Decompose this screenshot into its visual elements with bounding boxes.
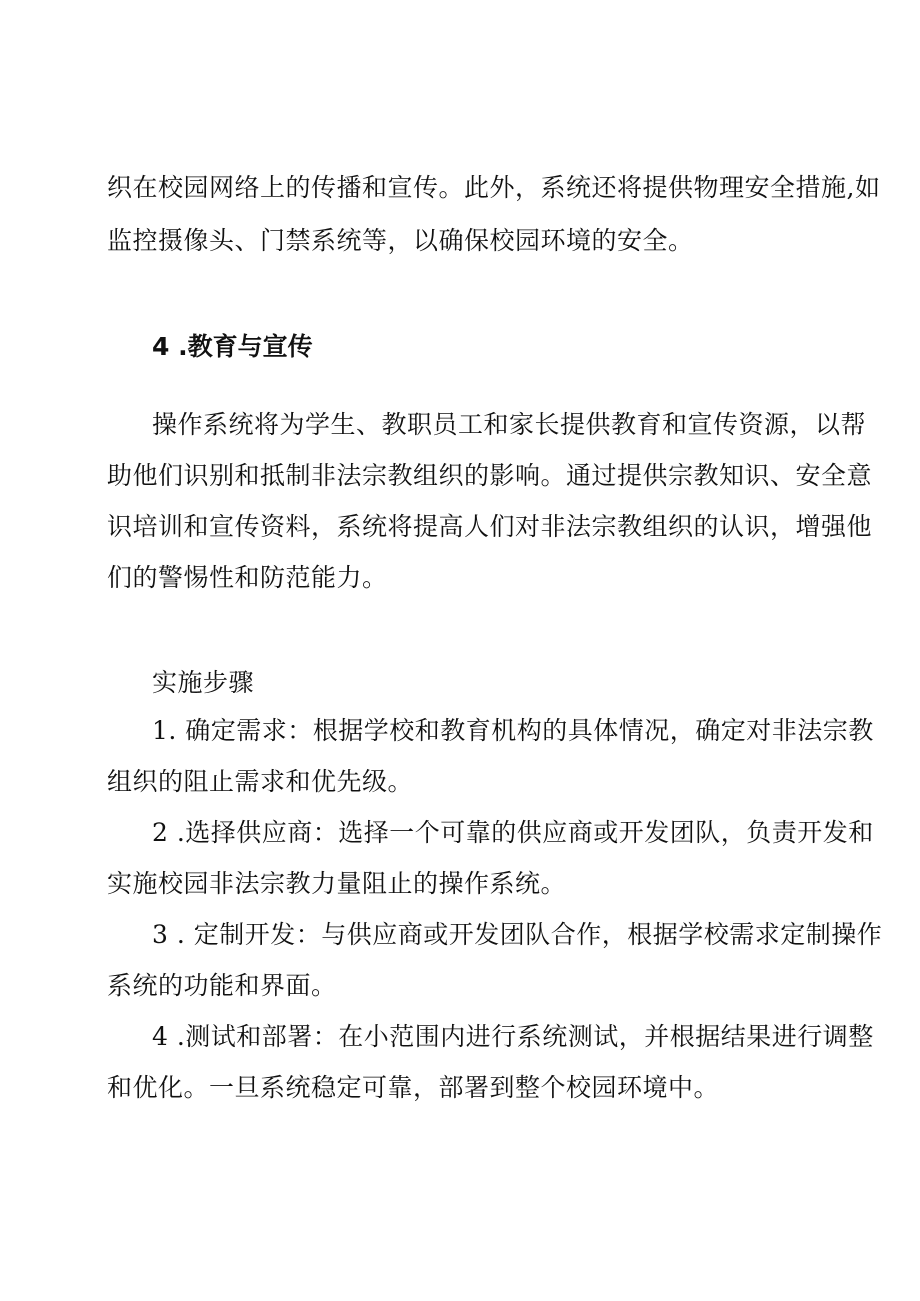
step-line: 组织的阻止需求和优先级。 <box>107 767 414 796</box>
paragraph-line: 们的警惕性和防范能力。 <box>107 563 388 592</box>
implementation-title: 实施步骤 <box>152 668 255 697</box>
step-line: 1. 确定需求：根据学校和教育机构的具体情况，确定对非法宗教 <box>152 716 874 745</box>
step-line: 3 . 定制开发：与供应商或开发团队合作，根据学校需求定制操作 <box>152 920 883 949</box>
step-line: 和优化。一旦系统稳定可靠，部署到整个校园环境中。 <box>107 1073 720 1102</box>
section-heading: 4 .教育与宣传 <box>152 332 313 361</box>
paragraph-line: 监控摄像头、门禁系统等，以确保校园环境的安全。 <box>107 226 694 255</box>
step-line: 系统的功能和界面。 <box>107 971 337 1000</box>
paragraph-line: 织在校园网络上的传播和宣传。此外，系统还将提供物理安全措施,如 <box>107 173 881 202</box>
paragraph-line: 操作系统将为学生、教职员工和家长提供教育和宣传资源，以帮 <box>152 410 867 439</box>
paragraph-line: 助他们识别和抵制非法宗教组织的影响。通过提供宗教知识、安全意 <box>107 461 873 490</box>
step-line: 4 .测试和部署：在小范围内进行系统测试，并根据结果进行调整 <box>152 1022 874 1051</box>
step-line: 实施校园非法宗教力量阻止的操作系统。 <box>107 869 567 898</box>
paragraph-line: 识培训和宣传资料，系统将提高人们对非法宗教组织的认识，增强他 <box>107 512 873 541</box>
step-line: 2 .选择供应商：选择一个可靠的供应商或开发团队，负责开发和 <box>152 818 874 847</box>
